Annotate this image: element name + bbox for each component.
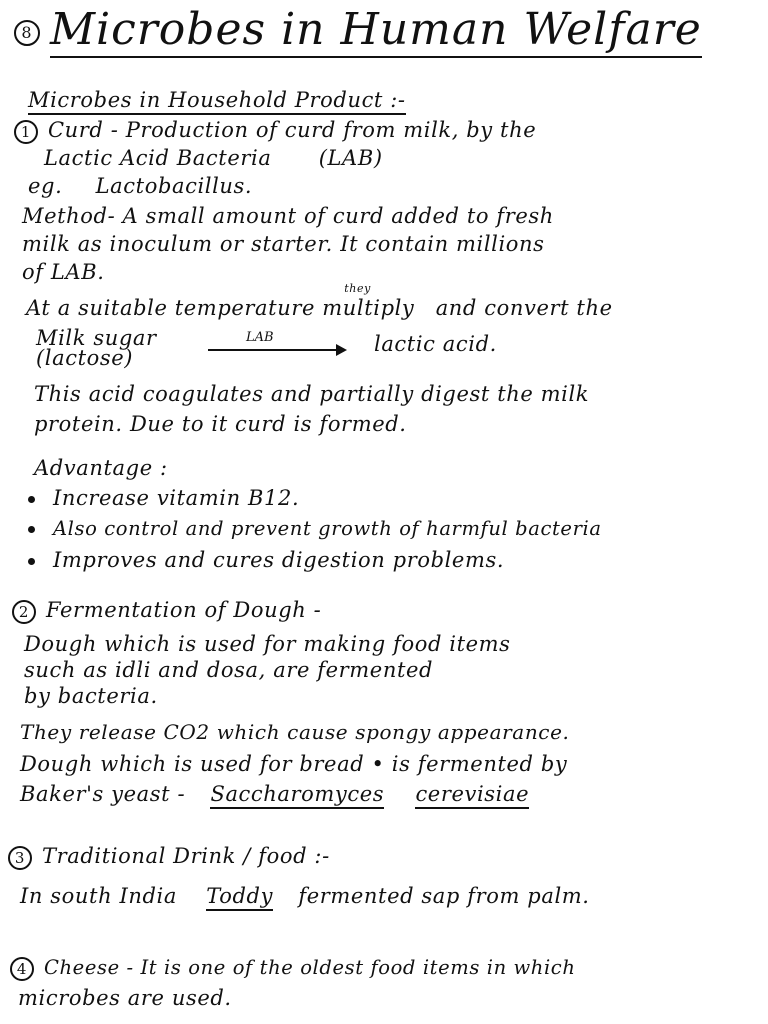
curd-line2: Lactic Acid Bacteria (LAB): [44, 146, 383, 170]
curd-method1: Method- A small amount of curd added to fresh: [22, 204, 554, 228]
bullet-icon: [28, 496, 35, 503]
cheese-line2: microbes are used.: [18, 986, 232, 1010]
curd-they: they: [344, 282, 371, 295]
cheese-line1: 4 Cheese - It is one of the oldest food items in which: [10, 956, 576, 981]
curd-acid1: This acid coagulates and partially digest the milk: [34, 382, 590, 406]
cheese-number: 4: [10, 957, 34, 981]
conversion-arrow: [208, 349, 338, 351]
advantage-item-3: Improves and cures digestion problems.: [28, 548, 504, 572]
curd-temperature: At a suitable temperature they multiply and convert the: [26, 282, 613, 320]
dough-line3: by bacteria.: [24, 684, 158, 708]
traditional-line1: In south India Toddy fermented sap from palm.: [20, 884, 590, 908]
curd-number: 1: [14, 120, 38, 144]
dough-line2: such as idli and dosa, are fermented: [24, 658, 434, 682]
curd-line1: 1 Curd - Production of curd from milk, by the: [14, 118, 536, 144]
page-title: [14, 4, 702, 55]
dough-line1: Dough which is used for making food items: [24, 632, 511, 656]
dough-heading: 2 Fermentation of Dough -: [12, 598, 321, 624]
title-text: Microbes in Human Welfare: [50, 4, 702, 58]
milk-sugar: Milk sugar: [36, 326, 157, 350]
saccharomyces: Saccharomyces: [210, 782, 384, 809]
dough-line4: They release CO2 which cause spongy appearance.: [20, 720, 570, 744]
advantage-item-2: Also control and prevent growth of harmful bacteria: [28, 517, 602, 540]
curd-example: eg. Lactobacillus.: [28, 174, 253, 198]
arrow-head-icon: [336, 344, 347, 356]
title-number: 8: [14, 20, 40, 46]
lactose: (lactose): [36, 346, 134, 370]
curd-acid2: protein. Due to it curd is formed.: [34, 412, 407, 436]
advantage-item-1: Increase vitamin B12.: [28, 486, 299, 510]
cerevisiae: cerevisiae: [415, 782, 529, 809]
traditional-heading: 3 Traditional Drink / food :-: [8, 844, 330, 870]
dough-line5: Dough which is used for bread • is fermented by: [20, 752, 568, 776]
household-heading: Microbes in Household Product :-: [28, 88, 406, 112]
advantage-heading: Advantage :: [34, 456, 168, 480]
bullet-icon: [28, 558, 35, 565]
dough-line6: Baker's yeast - Saccharomyces cerevisiae: [20, 782, 529, 806]
curd-method3: of LAB.: [22, 260, 105, 284]
arrow-label: LAB: [246, 330, 274, 345]
bullet-icon: [28, 526, 35, 533]
dough-number: 2: [12, 600, 36, 624]
traditional-number: 3: [8, 846, 32, 870]
curd-method2: milk as inoculum or starter. It contain millions: [22, 232, 545, 256]
lactic-acid: lactic acid.: [374, 332, 497, 356]
toddy: Toddy: [206, 884, 273, 911]
